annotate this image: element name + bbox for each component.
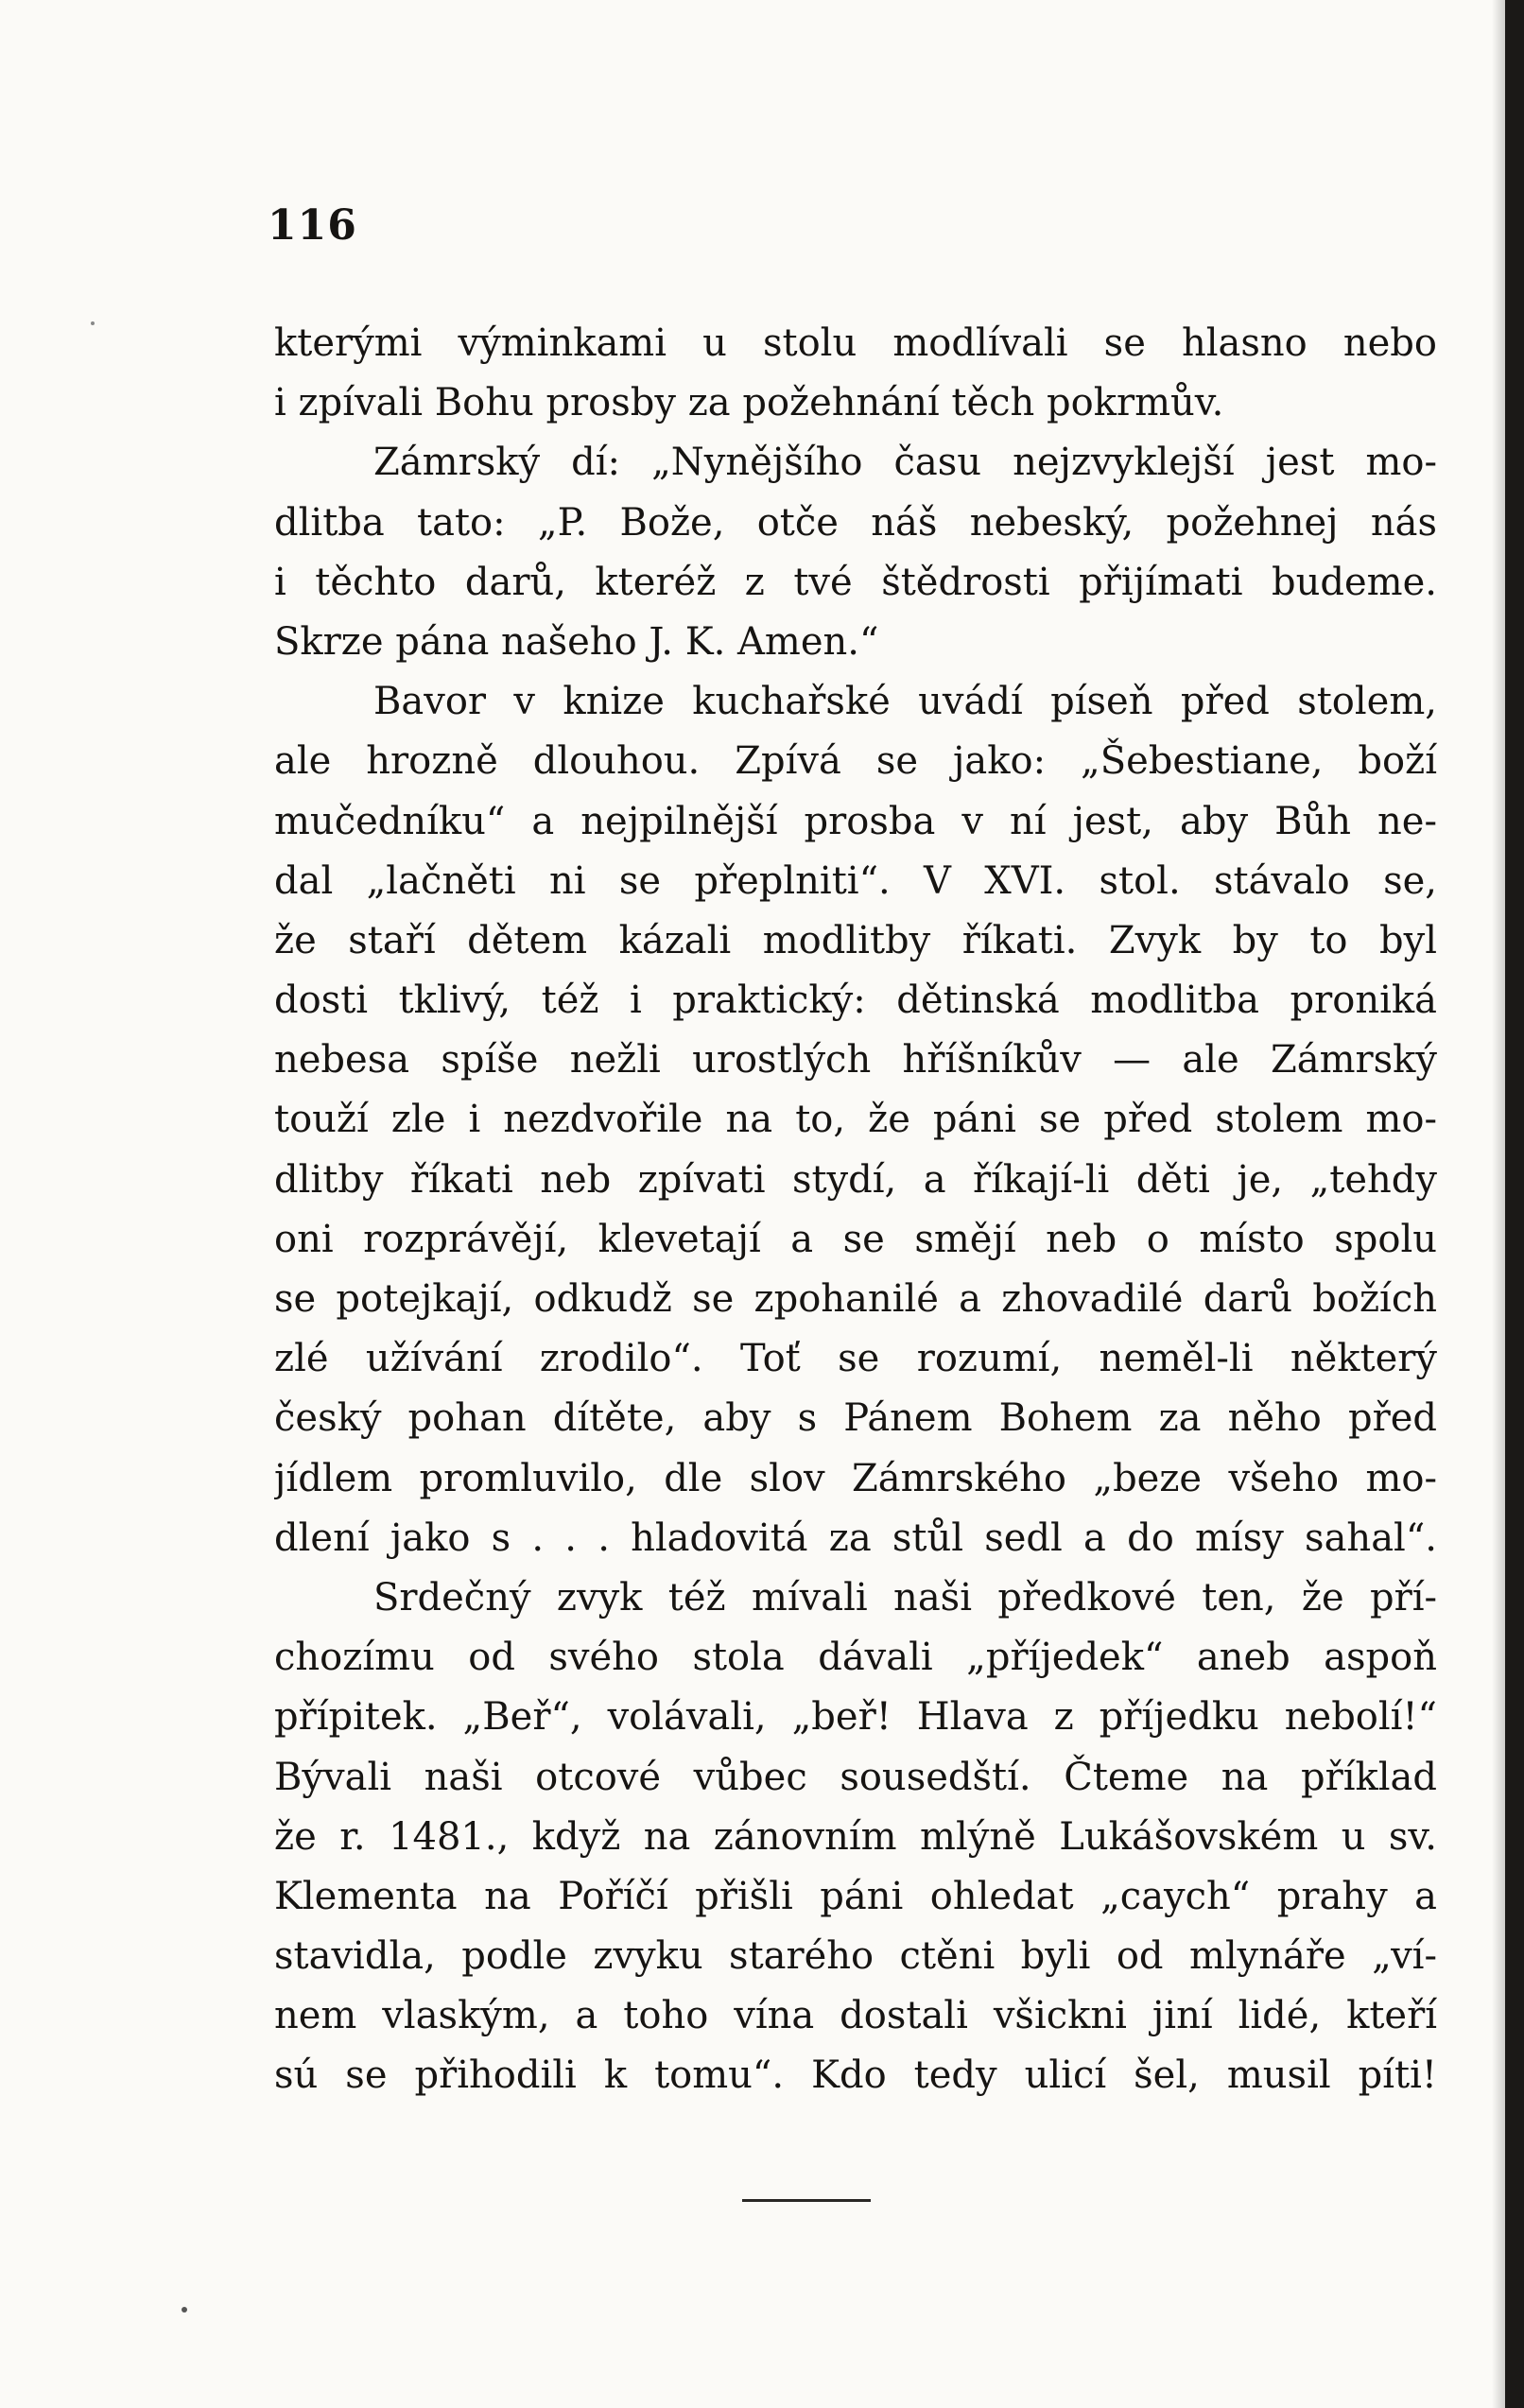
text-line: dal „lačněti ni se přeplniti“. V XVI. stol. stávalo se,	[274, 858, 1437, 903]
paper-speck	[182, 2307, 187, 2313]
page-edge-shadow	[1492, 0, 1505, 2408]
text-line: nem vlaským, a toho vína dostali všickni jiní lidé, kteří	[274, 1994, 1437, 2038]
text-line: oni rozprávějí, klevetají a se smějí neb o místo spolu	[274, 1217, 1437, 1261]
text-line: Bývali naši otcové vůbec sousedští. Čteme na příklad	[274, 1755, 1437, 1799]
text-line: Srdečný zvyk též mívali naši předkové ten, že pří-	[373, 1575, 1437, 1620]
text-line: zlé užívání zrodilo“. Toť se rozumí, neměl-li některý	[274, 1337, 1437, 1381]
text-line: mučedníku“ a nejpilnější prosba v ní jest, aby Bůh ne-	[274, 799, 1437, 843]
paragraph-4	[274, 1568, 1437, 2106]
page-edge-dark	[1505, 0, 1524, 2408]
text-line: Skrze pána našeho J. K. Amen.“	[274, 619, 879, 664]
text-line: dosti tklivý, též i praktický: dětinská modlitba proniká	[274, 979, 1437, 1023]
paper-speck	[91, 321, 95, 325]
paragraph-3	[274, 672, 1437, 1568]
text-line: že staří dětem kázali modlitby říkati. Zvyk by to byl	[274, 918, 1437, 962]
text-line: kterými výminkami u stolu modlívali se hlasno nebo	[274, 321, 1437, 365]
text-line: že r. 1481., když na zánovním mlýně Lukášovském u sv.	[274, 1814, 1437, 1859]
text-line: Klementa na Poříčí přišli páni ohledat „caych“ prahy a	[274, 1874, 1437, 1918]
paragraph-1	[274, 314, 1437, 433]
text-line: ale hrozně dlouhou. Zpívá se jako: „Šebestiane, boží	[274, 739, 1437, 784]
text-line: chozímu od svého stola dávali „příjedek“ aneb aspoň	[274, 1636, 1437, 1680]
text-line: sú se přihodili k tomu“. Kdo tedy ulicí šel, musil píti!	[274, 2053, 1437, 2098]
text-line: dlení jako s . . . hladovitá za stůl sedl a do mísy sahal“.	[274, 1516, 1437, 1560]
page-number: 116	[268, 201, 357, 250]
text-line: dlitba tato: „P. Bože, otče náš nebeský, požehnej nás	[274, 500, 1437, 545]
paragraph-2	[274, 433, 1437, 672]
text-line: nebesa spíše nežli urostlých hříšníkův — ale Zámrský	[274, 1038, 1437, 1083]
text-line: stavidla, podle zvyku starého ctěni byli od mlynáře „ví-	[274, 1934, 1437, 1979]
text-line: i těchto darů, kteréž z tvé štědrosti přijímati budeme.	[274, 560, 1437, 604]
body-text	[274, 314, 1437, 2106]
text-line: se potejkají, odkudž se zpohanilé a zhovadilé darů božích	[274, 1277, 1437, 1321]
text-line: Zámrský dí: „Nynějšího času nejzvyklejší jest mo-	[373, 441, 1437, 485]
text-line: touží zle i nezdvořile na to, že páni se před stolem mo-	[274, 1098, 1437, 1142]
text-line: i zpívali Bohu prosby za požehnání těch pokrmův.	[274, 381, 1224, 425]
text-line: přípitek. „Beř“, volávali, „beř! Hlava z příjedku nebolí!“	[274, 1695, 1437, 1740]
text-line: dlitby říkati neb zpívati stydí, a říkají-li děti je, „tehdy	[274, 1157, 1437, 1202]
text-line: Bavor v knize kuchařské uvádí píseň před stolem,	[373, 680, 1437, 724]
text-line: český pohan dítěte, aby s Pánem Bohem za něho před	[274, 1396, 1437, 1441]
text-line: jídlem promluvilo, dle slov Zámrského „beze všeho mo-	[274, 1456, 1437, 1500]
footer-rule	[742, 2199, 871, 2202]
